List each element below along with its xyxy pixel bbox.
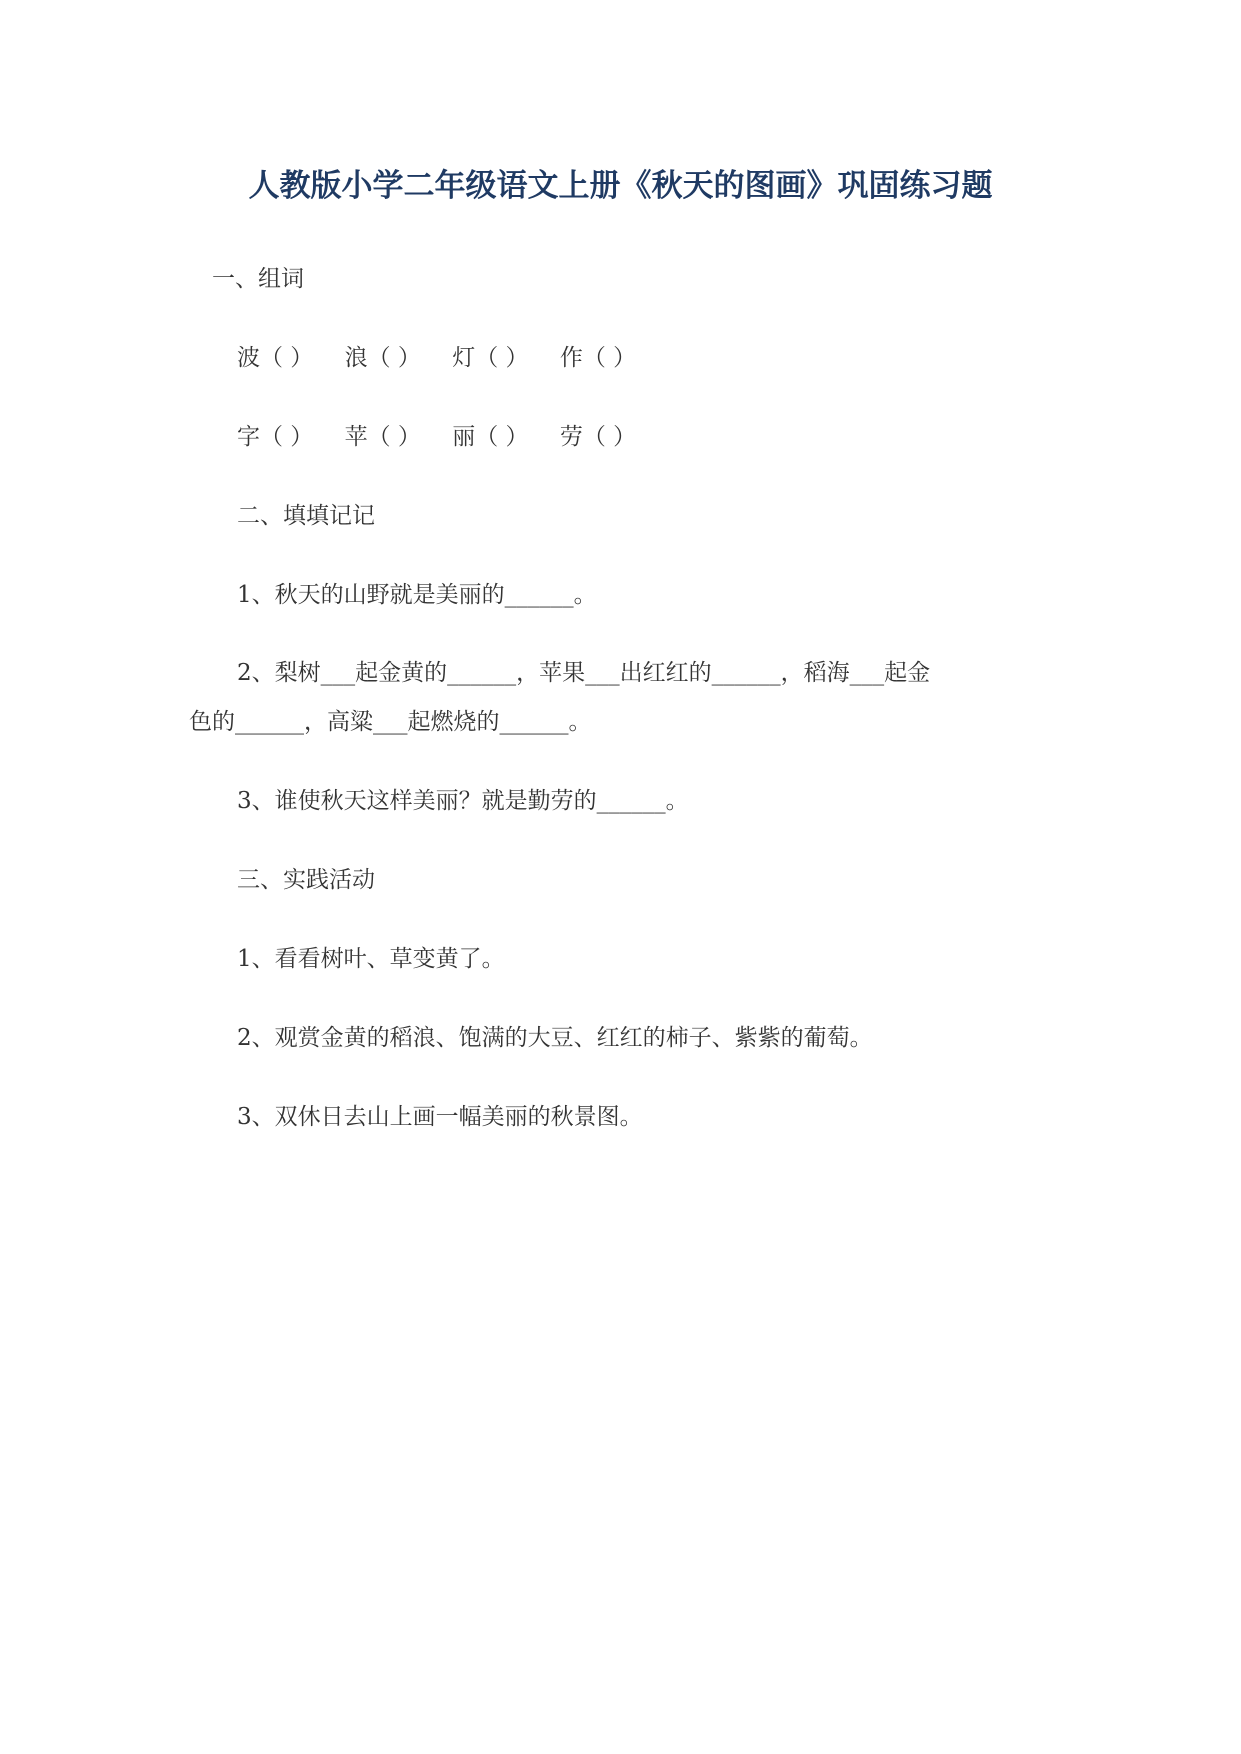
word-blank-li: 丽（ ）	[452, 424, 529, 450]
word-blank-zuo: 作（ ）	[559, 345, 637, 371]
practice-item-2: 2、观赏金黄的稻浪、饱满的大豆、红红的柿子、紫紫的葡萄。	[237, 1025, 873, 1051]
word-blank-lang: 浪（ ）	[344, 345, 421, 371]
fill-in-question-1: 1、秋天的山野就是美丽的______。	[237, 582, 597, 608]
section-heading-word-formation: 一、组词	[212, 266, 304, 292]
fill-in-question-3: 3、谁使秋天这样美丽？就是勤劳的______。	[237, 788, 689, 814]
word-blank-bo: 波（ ）	[237, 345, 314, 371]
word-blank-ping: 苹（ ）	[344, 424, 421, 450]
fill-in-question-2-line-1: 2、梨树___起金黄的______，苹果___出红红的______，稻海___起金	[237, 660, 931, 686]
word-formation-row-2	[237, 422, 660, 452]
word-formation-row-1	[237, 343, 660, 373]
practice-item-1: 1、看看树叶、草变黄了。	[237, 946, 505, 972]
practice-item-3: 3、双休日去山上画一幅美丽的秋景图。	[237, 1104, 643, 1130]
fill-in-question-2-line-2: 色的______，高粱___起燃烧的______。	[189, 709, 592, 735]
page-title: 人教版小学二年级语文上册《秋天的图画》巩固练习题	[248, 168, 993, 204]
word-blank-lao: 劳（ ）	[559, 424, 637, 450]
section-heading-fill-in: 二、填填记记	[237, 503, 375, 529]
section-heading-practice: 三、实践活动	[237, 867, 375, 893]
word-blank-zi: 字（ ）	[237, 424, 314, 450]
word-blank-deng: 灯（ ）	[452, 345, 529, 371]
